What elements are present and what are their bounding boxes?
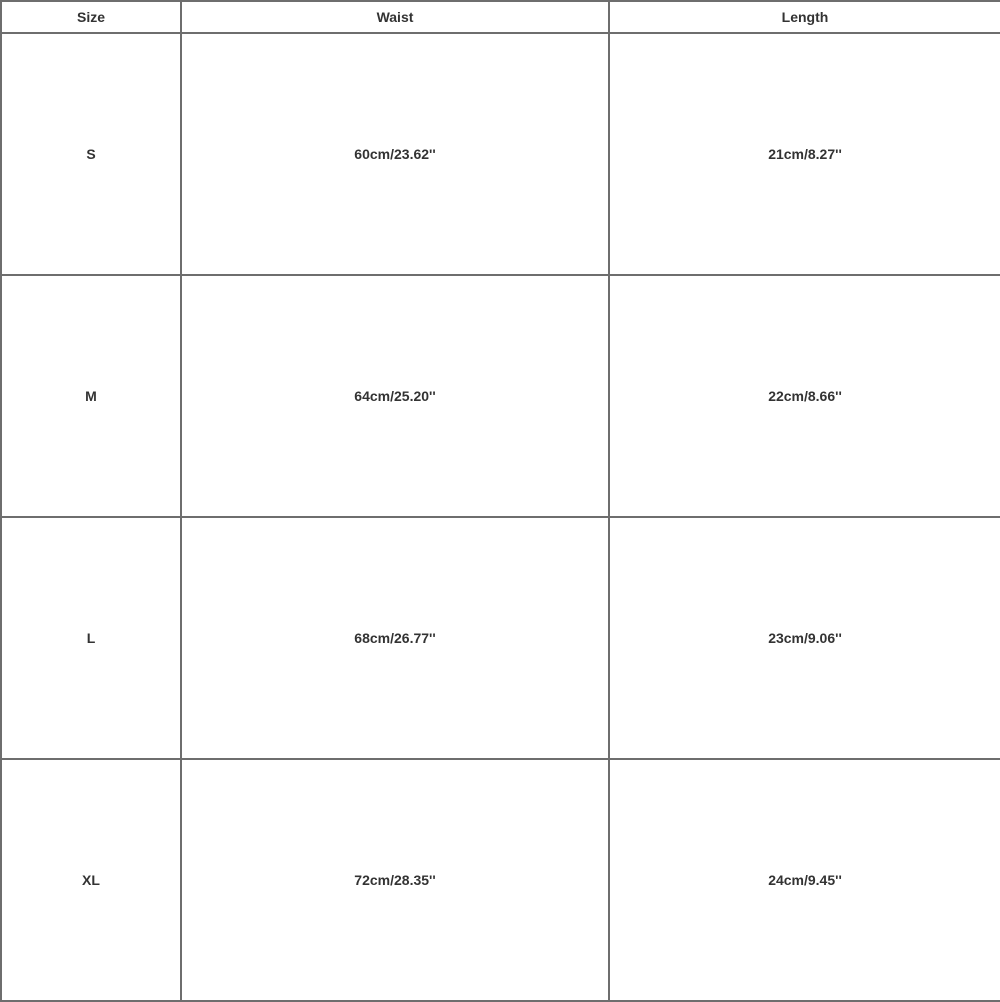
cell-size: M bbox=[1, 275, 181, 517]
header-size: Size bbox=[1, 1, 181, 33]
header-row bbox=[1, 1, 1000, 33]
cell-length: 22cm/8.66'' bbox=[609, 275, 1000, 517]
header-waist: Waist bbox=[181, 1, 609, 33]
cell-length: 23cm/9.06'' bbox=[609, 517, 1000, 759]
table-row bbox=[1, 759, 1000, 1001]
cell-length: 21cm/8.27'' bbox=[609, 33, 1000, 275]
table-row bbox=[1, 517, 1000, 759]
cell-waist: 60cm/23.62'' bbox=[181, 33, 609, 275]
cell-size: L bbox=[1, 517, 181, 759]
header-length: Length bbox=[609, 1, 1000, 33]
table-row bbox=[1, 275, 1000, 517]
cell-length: 24cm/9.45'' bbox=[609, 759, 1000, 1001]
cell-size: XL bbox=[1, 759, 181, 1001]
cell-size: S bbox=[1, 33, 181, 275]
cell-waist: 72cm/28.35'' bbox=[181, 759, 609, 1001]
table-row bbox=[1, 33, 1000, 275]
cell-waist: 68cm/26.77'' bbox=[181, 517, 609, 759]
cell-waist: 64cm/25.20'' bbox=[181, 275, 609, 517]
